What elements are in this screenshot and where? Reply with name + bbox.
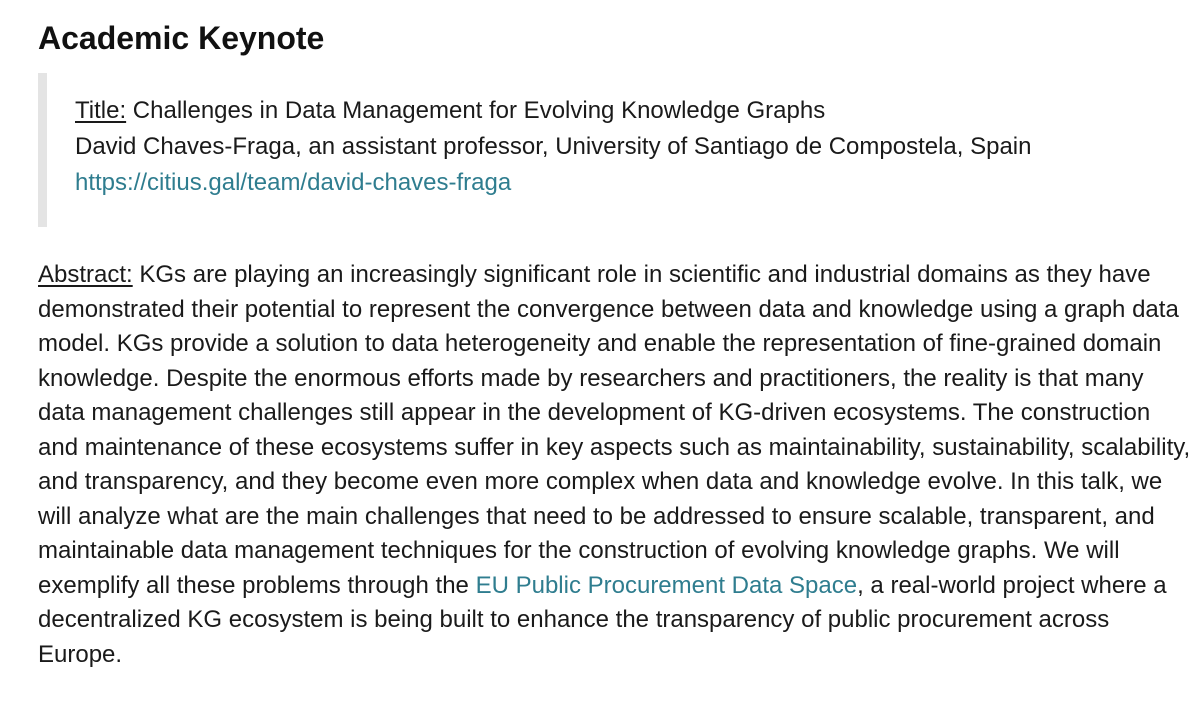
abstract-line: data management challenges still appear in the development of KG-driven ecosystems. The construction — [38, 399, 1151, 426]
speaker-info: David Chaves-Fraga, an assistant professor, University of Santiago de Compostela, Spain — [75, 133, 1032, 160]
abstract-line: demonstrated their potential to represent the convergence between data and knowledge using a graph data — [38, 295, 1179, 323]
abstract-line: and transparency, and they become even more complex when data and knowledge evolve. In this talk, we — [38, 468, 1163, 495]
title-label: Title: — [75, 97, 127, 124]
abstract-line: knowledge. Despite the enormous efforts made by researchers and practitioners, the reality is that many — [38, 364, 1144, 392]
eu-data-space-link[interactable]: EU Public Procurement Data Space — [475, 571, 858, 599]
abstract-label: Abstract: — [38, 261, 133, 288]
abstract-line: model. KGs provide a solution to data heterogeneity and enable the representation of fine-grained domain — [38, 330, 1162, 357]
abstract-line: will analyze what are the main challenges that need to be addressed to ensure scalable, transparent, and — [38, 502, 1155, 530]
talk-title: Challenges in Data Management for Evolving Knowledge Graphs — [126, 97, 826, 124]
page-heading: Academic Keynote — [38, 20, 325, 56]
abstract-paragraph — [38, 258, 1191, 672]
abstract-line: Abstract: KGs are playing an increasingly significant role in scientific and industrial domains as they have — [38, 261, 1151, 288]
abstract-line: decentralized KG ecosystem is being built to enhance the transparency of public procurement across — [38, 606, 1110, 633]
abstract-line: maintainable data management techniques for the construction of evolving knowledge graphs. We will — [38, 537, 1120, 564]
abstract-line: and maintenance of these ecosystems suffer in key aspects such as maintainability, sustainability, scalability, — [38, 433, 1191, 461]
title-line — [75, 93, 1031, 129]
abstract-line: Europe. — [38, 640, 123, 668]
abstract-line: exemplify all these problems through the EU Public Procurement Data Space, a real-world project where a — [38, 571, 1167, 599]
keynote-info-blockquote — [38, 73, 1158, 227]
speaker-profile-link[interactable]: https://citius.gal/team/david-chaves-fraga — [75, 169, 512, 196]
